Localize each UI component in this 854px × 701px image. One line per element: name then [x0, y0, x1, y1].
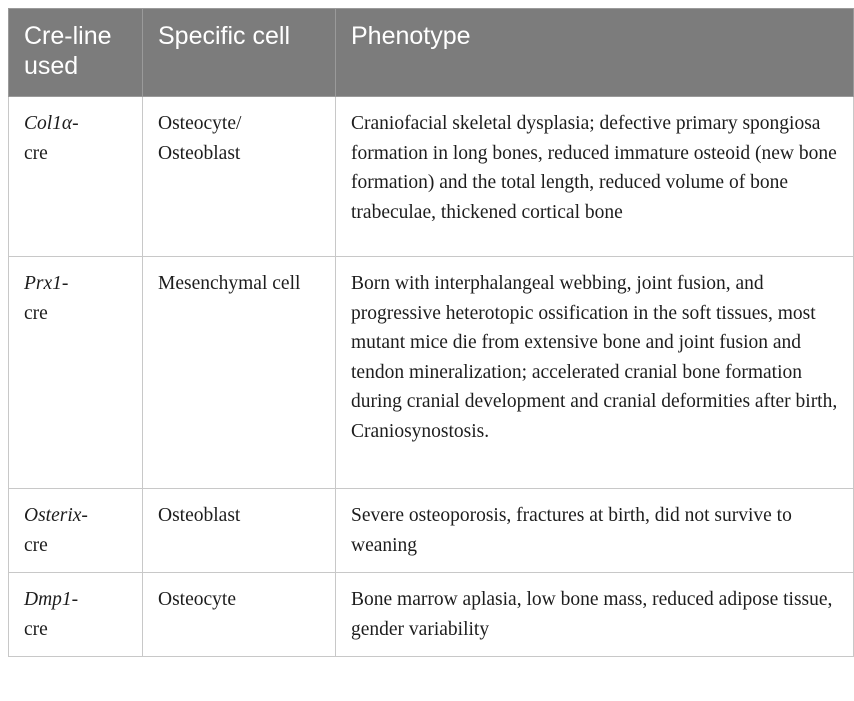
cre-suffix: cre: [24, 534, 48, 556]
cre-gene-name: Prx1-: [24, 273, 69, 294]
cre-suffix: cre: [24, 302, 48, 324]
cre-gene-name: Col1α-: [24, 113, 79, 134]
cre-line-cell: [9, 489, 143, 573]
specific-cell: Osteocyte: [143, 573, 336, 657]
table-row: [9, 257, 854, 489]
header-specific-cell: Specific cell: [143, 9, 336, 97]
cre-line-cell: [9, 97, 143, 257]
phenotype-cell: Severe osteoporosis, fractures at birth, did not survive to weaning: [336, 489, 854, 573]
cre-line-table: [8, 8, 854, 657]
cre-suffix: cre: [24, 142, 48, 164]
table-header: [9, 9, 854, 97]
cre-gene-name: Osterix-: [24, 505, 88, 526]
cre-gene-name: Dmp1-: [24, 589, 79, 610]
header-row: [9, 9, 854, 97]
specific-cell: Mesenchymal cell: [143, 257, 336, 489]
table-row: [9, 97, 854, 257]
phenotype-cell: Born with interphalangeal webbing, joint fusion, and progressive heterotopic ossification in the soft tissues, most mutant mice die from extensive bone and joint fusion and tendon mineralization; accelerated cranial bone formation during cranial development and cranial deformities after birth, Craniosynostosis.: [336, 257, 854, 489]
header-cre-line-used: Cre-line used: [9, 9, 143, 97]
cre-line-cell: [9, 257, 143, 489]
table-body: [9, 97, 854, 657]
header-phenotype: Phenotype: [336, 9, 854, 97]
phenotype-cell: Bone marrow aplasia, low bone mass, reduced adipose tissue, gender variability: [336, 573, 854, 657]
table-row: [9, 573, 854, 657]
cre-line-cell: [9, 573, 143, 657]
specific-cell: Osteocyte/ Osteoblast: [143, 97, 336, 257]
phenotype-cell: Craniofacial skeletal dysplasia; defective primary spongiosa formation in long bones, reduced immature osteoid (new bone formation) and the total length, reduced volume of bone trabeculae, thickened cortical bone: [336, 97, 854, 257]
table-row: [9, 489, 854, 573]
specific-cell: Osteoblast: [143, 489, 336, 573]
cre-suffix: cre: [24, 618, 48, 640]
